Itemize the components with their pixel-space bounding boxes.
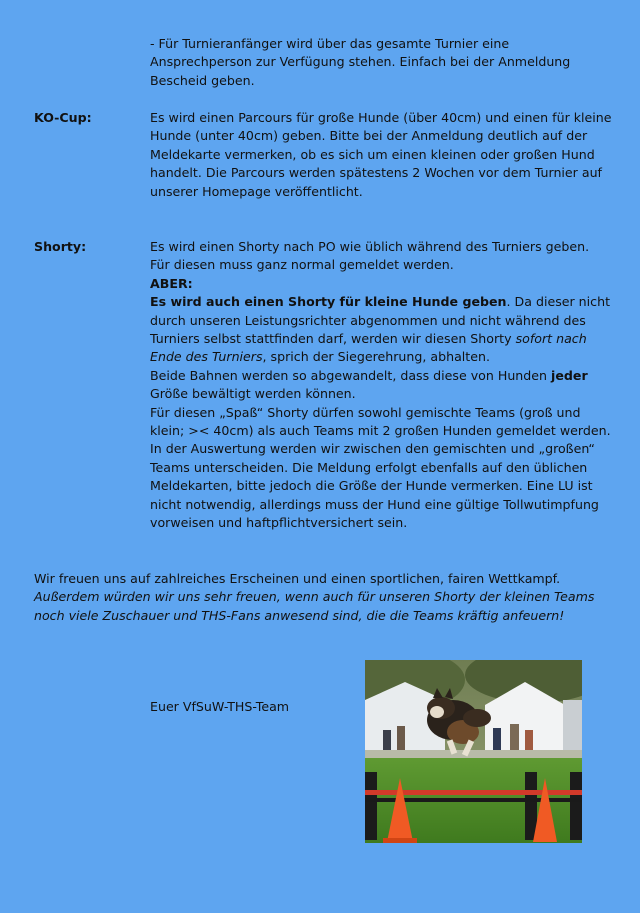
shorty-paragraph-2 — [150, 293, 612, 367]
closing-line-1: Wir freuen uns auf zahlreiches Erscheinen und einen sportlichen, fairen Wettkampf. — [34, 571, 561, 586]
shorty-p2-a: . Da dieser nicht durch unseren Leistungsrichter abgenommen und nicht während des Turniers selbst stattfinden darf, werden wir diesen Shorty — [150, 294, 611, 347]
intro-text: - Für Turnieranfänger wird über das gesamte Turnier eine Ansprechperson zur Verfügung stehen. Einfach bei der Anmeldung Bescheid geben. — [150, 36, 571, 88]
shorty-p3-bold: jeder — [551, 367, 588, 383]
signature: Euer VfSuW-THS-Team — [150, 699, 290, 714]
shorty-p3-b: Größe bewältigt werden können. — [150, 386, 356, 402]
shorty-section — [150, 238, 612, 533]
agility-dog-photo — [365, 660, 582, 843]
closing-line-2 — [34, 588, 624, 625]
shorty-paragraph-1: Es wird einen Shorty nach PO wie üblich während des Turniers geben. Für diesen muss ganz normal gemeldet werden. — [150, 239, 590, 273]
shorty-aber-label: ABER: — [150, 275, 193, 291]
shorty-p2-bold: Es wird auch einen Shorty für kleine Hunde geben — [150, 294, 507, 310]
kocup-label: KO-Cup: — [34, 110, 92, 125]
kocup-text: Es wird einen Parcours für große Hunde (über 40cm) und einen für kleine Hunde (unter 40cm) geben. Bitte bei der Anmeldung deutlich auf der Meldekarte vermerken, ob es sich um einen kleinen oder großen Hund handelt. Die Parcours werden spätestens 2 Wochen vor dem Turnier auf unserer Homepage veröffentlicht. — [150, 110, 612, 199]
shorty-p3-a: Beide Bahnen werden so abgewandelt, dass diese von Hunden — [150, 367, 552, 383]
shorty-paragraph-3 — [150, 367, 612, 404]
closing-section — [34, 570, 624, 625]
closing-line-2-italic: Außerdem würden wir uns sehr freuen, wenn auch für unseren Shorty der kleinen Teams noch viele Zuschauer und THS-Fans anwesend sind, die die Teams kräftig anfeuern! — [34, 589, 595, 623]
shorty-p2-italic: sofort nach Ende des Turniers — [150, 331, 587, 365]
shorty-paragraph-4: Für diesen „Spaß“ Shorty dürfen sowohl gemischte Teams (groß und klein; >< 40cm) als auch Teams mit 2 großen Hunden gemeldet werden. In der Auswertung werden wir zwischen den gemischten und „großen“ Teams unterscheiden. Die Meldung erfolgt ebenfalls auf den üblichen Meldekarten, bitte jedoch die Größe der Hunde vermerken. Eine LU ist nicht notwendig, allerdings muss der Hund eine gültige Tollwutimpfung vorweisen und haftpflichtversichert sein. — [150, 404, 611, 531]
shorty-p2-b: , sprich der Siegerehrung, abhalten. — [262, 349, 490, 365]
shorty-label: Shorty: — [34, 239, 87, 254]
shorty-aber — [150, 275, 612, 293]
agility-dog-illustration — [365, 660, 582, 843]
